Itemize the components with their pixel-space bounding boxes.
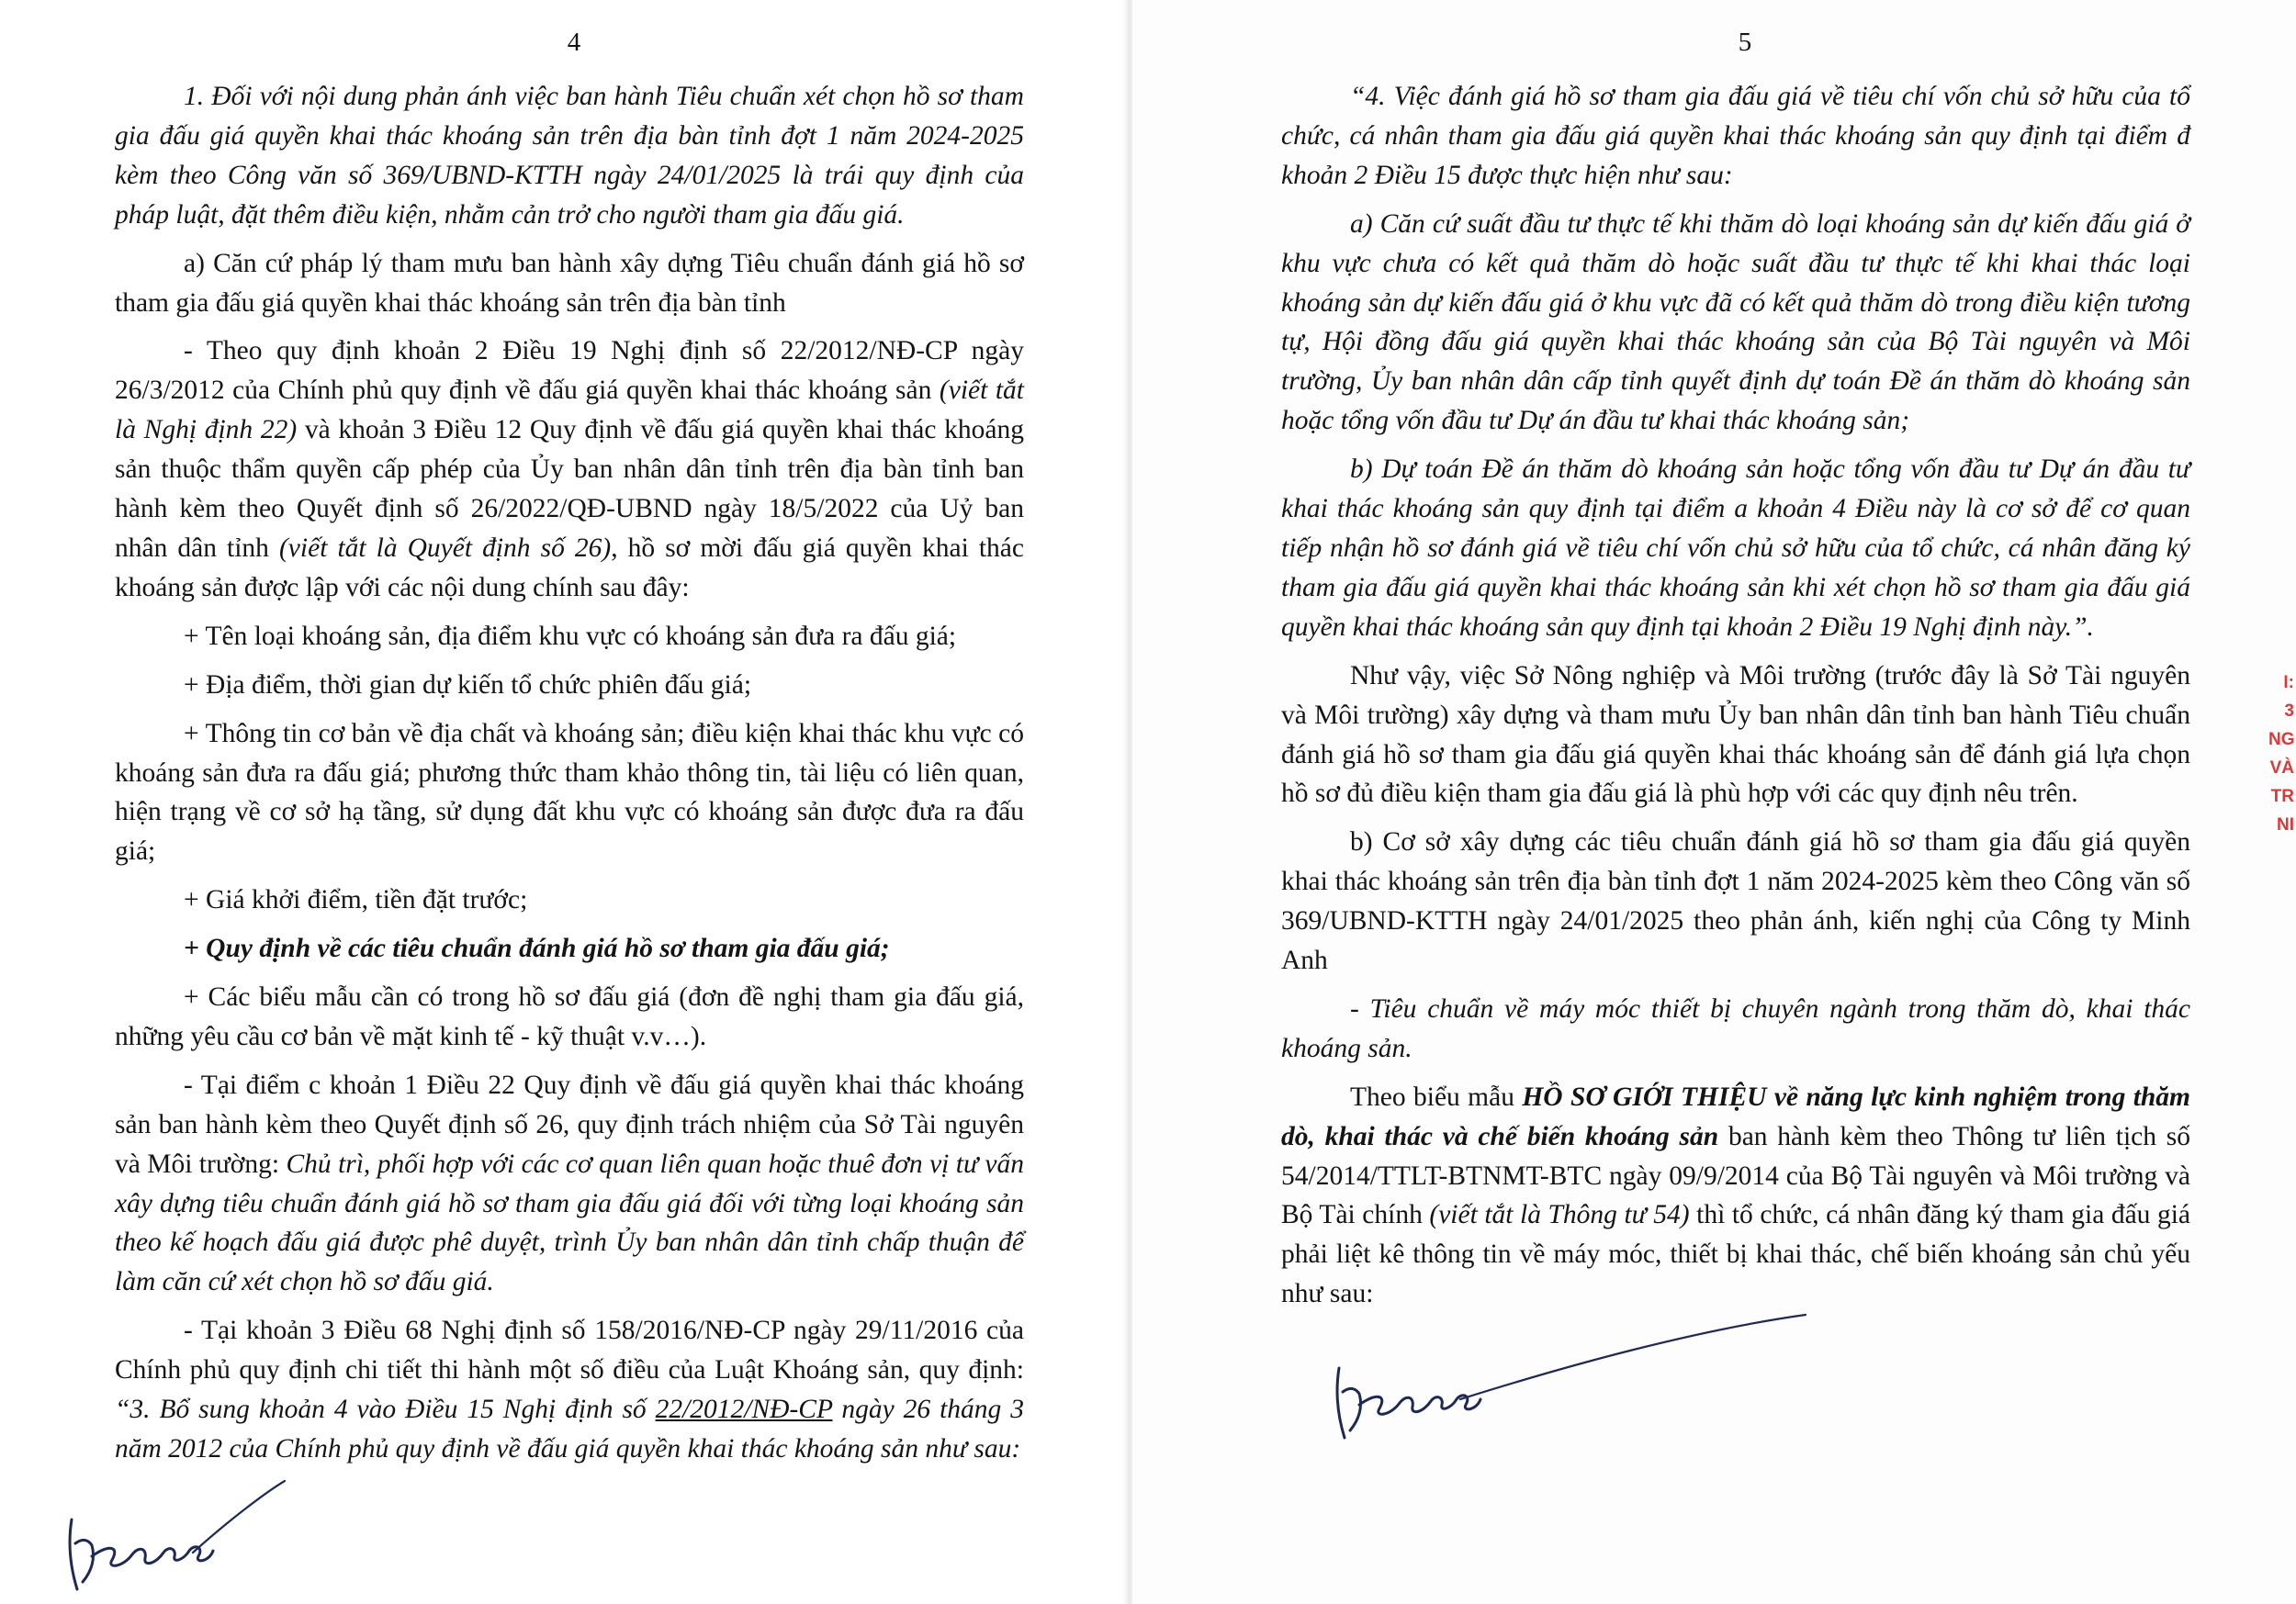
list-item: + Địa điểm, thời gian dự kiến tổ chức phiên đấu giá; [184,669,752,700]
list-item: + Các biểu mẫu cần có trong hồ sơ đấu giá (đơn đề nghị tham gia đấu giá, những yêu cầu cơ bản về mặt kinh tế - kỹ thuật v.v…). [115,982,1024,1051]
red-stamp-edge: I: 3 NG VÀ TR NI [2268,673,2295,835]
paragraph: “4. Việc đánh giá hồ sơ tham gia đấu giá về tiêu chí vốn chủ sở hữu của tổ chức, cá nhân tham gia đấu giá quyền khai thác khoáng sản quy định tại điểm đ khoản 2 Điều 15 được thực hiện như sau: [1281,82,2190,190]
paragraph: a) Căn cứ pháp lý tham mưu ban hành xây dựng Tiêu chuẩn đánh giá hồ sơ tham gia đấu giá quyền khai thác khoáng sản trên địa bàn tỉnh [115,248,1024,318]
page-body [1281,77,2190,1323]
paragraph: 1. Đối với nội dung phản ánh việc ban hành Tiêu chuẩn xét chọn hồ sơ tham gia đấu giá quyền khai thác khoáng sản trên địa bàn tỉnh đợt 1 năm 2024-2025 kèm theo Công văn số 369/UBND-KTTH ngày 24/01/2025 là trái quy định của pháp luật, đặt thêm điều kiện, nhằm cản trở cho người tham gia đấu giá. [115,82,1024,230]
initials-signature [1302,1304,1817,1451]
page-body [115,77,1024,1478]
right-page [1132,0,2296,1604]
paragraph: - Theo quy định khoản 2 Điều 19 Nghị định số 22/2012/NĐ-CP ngày 26/3/2012 của Chính phủ quy định về đấu giá quyền khai thác khoáng sản (viết tắt là Nghị định 22) và khoản 3 Điều 12 Quy định về đấu giá quyền khai thác khoáng sản thuộc thẩm quyền cấp phép của Ủy ban nhân dân tỉnh trên địa bàn tỉnh ban hành kèm theo Quyết định số 26/2022/QĐ-UBND ngày 18/5/2022 của Uỷ ban nhân dân tỉnh (viết tắt là Quyết định số 26), hồ sơ mời đấu giá quyền khai thác khoáng sản được lập với các nội dung chính sau đây: [115,336,1024,602]
paragraph: - Tại khoản 3 Điều 68 Nghị định số 158/2016/NĐ-CP ngày 29/11/2016 của Chính phủ quy định chi tiết thi hành một số điều của Luật Khoáng sản, quy định: “3. Bổ sung khoản 4 vào Điều 15 Nghị định số 22/2012/NĐ-CP ngày 26 tháng 3 năm 2012 của Chính phủ quy định về đấu giá quyền khai thác khoáng sản như sau: [115,1316,1024,1464]
list-item: + Tên loại khoáng sản, địa điểm khu vực có khoáng sản đưa ra đấu giá; [184,621,957,651]
paragraph: Như vậy, việc Sở Nông nghiệp và Môi trường (trước đây là Sở Tài nguyên và Môi trường) xây dựng và tham mưu Ủy ban nhân dân tỉnh ban hành Tiêu chuẩn đánh giá hồ sơ tham gia đấu giá quyền khai thác khoáng sản để đánh giá lựa chọn hồ sơ đủ điều kiện tham gia đấu giá là phù hợp với các quy định nêu trên. [1281,660,2190,809]
paragraph: b) Dự toán Đề án thăm dò khoáng sản hoặc tổng vốn đầu tư Dự án đầu tư khai thác khoáng sản quy định tại điểm a khoản 4 Điều này là cơ sở để cơ quan tiếp nhận hồ sơ đánh giá về tiêu chí vốn chủ sở hữu của tổ chức, cá nhân đăng ký tham gia đấu giá quyền khai thác khoáng sản khi xét chọn hồ sơ tham gia đấu giá quyền khai thác khoáng sản quy định tại khoản 2 Điều 19 Nghị định này.”. [1281,454,2190,642]
page-number: 4 [567,28,581,57]
list-item: + Thông tin cơ bản về địa chất và khoáng sản; điều kiện khai thác khu vực có khoáng sản đưa ra đấu giá; phương thức tham khảo thông tin, tài liệu có liên quan, hiện trạng về cơ sở hạ tầng, sử dụng đất khu vực có khoáng sản được đưa ra đấu giá; [115,718,1024,867]
list-item: + Quy định về các tiêu chuẩn đánh giá hồ sơ tham gia đấu giá; [184,934,890,964]
left-page [0,0,1125,1604]
paragraph: a) Căn cứ suất đầu tư thực tế khi thăm dò loại khoáng sản dự kiến đấu giá ở khu vực chưa có kết quả thăm dò hoặc suất đầu tư thực tế khi khai thác loại khoáng sản dự kiến đấu giá ở khu vực đã có kết quả thăm dò trong điều kiện tương tự, Hội đồng đấu giá quyền khai thác khoáng sản của Bộ Tài nguyên và Môi trường, Ủy ban nhân dân cấp tỉnh quyết định dự toán Đề án thăm dò khoáng sản hoặc tổng vốn đầu tư Dự án đầu tư khai thác khoáng sản; [1281,208,2190,436]
list-item: + Giá khởi điểm, tiền đặt trước; [184,885,528,915]
paragraph: - Tại điểm c khoản 1 Điều 22 Quy định về đấu giá quyền khai thác khoáng sản ban hành kèm theo Quyết định số 26, quy định trách nhiệm của Sở Tài nguyên và Môi trường: Chủ trì, phối hợp với các cơ quan liên quan hoặc thuê đơn vị tư vấn xây dựng tiêu chuẩn đánh giá hồ sơ tham gia đấu giá đối với từng loại khoáng sản theo kế hoạch đấu giá được phê duyệt, trình Ủy ban nhân dân tỉnh chấp thuận để làm căn cứ xét chọn hồ sơ đấu giá. [115,1070,1025,1297]
paragraph: b) Cơ sở xây dựng các tiêu chuẩn đánh giá hồ sơ tham gia đấu giá quyền khai thác khoáng sản trên địa bàn tỉnh đợt 1 năm 2024-2025 kèm theo Công văn số 369/UBND-KTTH ngày 24/01/2025 theo phản ánh, kiến nghị của Công ty Minh Anh [1281,827,2190,976]
initials-signature [55,1455,294,1602]
page-number: 5 [1738,28,1752,57]
paragraph: - Tiêu chuẩn về máy móc thiết bị chuyên ngành trong thăm dò, khai thác khoáng sản. [1281,993,2190,1063]
paragraph: Theo biểu mẫu HỒ SƠ GIỚI THIỆU về năng lực kinh nghiệm trong thăm dò, khai thác và chế biến khoáng sản ban hành kèm theo Thông tư liên tịch số 54/2014/TTLT-BTNMT-BTC ngày 09/9/2014 của Bộ Tài nguyên và Môi trường và Bộ Tài chính (viết tắt là Thông tư 54) thì tổ chức, cá nhân đăng ký tham gia đấu giá phải liệt kê thông tin về máy móc, thiết bị khai thác, chế biến khoáng sản chủ yếu như sau: [1281,1082,2191,1309]
